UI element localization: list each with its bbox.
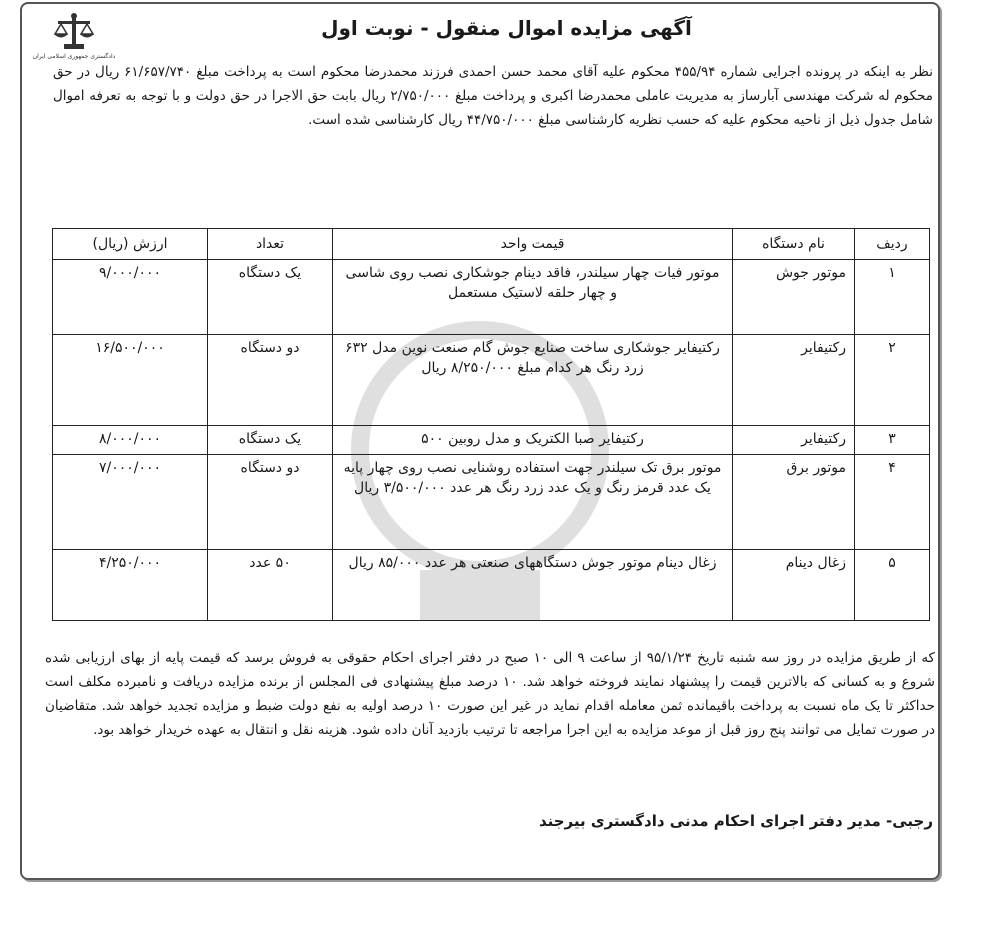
table-row [53,550,930,621]
header-unit-price: قیمت واحد [333,229,733,260]
closing-paragraph: که از طریق مزایده در روز سه شنبه تاریخ ۹۵/۱/۲۴ از ساعت ۹ الی ۱۰ صبح در دفتر اجرای احکام حقوقی به فروش برسد که قیمت پایه از بهای ارزیابی شده شروع و به کسانی که بالاترین قیمت را پیشنهاد نمایند فروخته خواهد شد. ۱۰ درصد مبلغ پیشنهادی فی المجلس از برنده مزایده دریافت و نامبرده مکلف است حداکثر تا یک ماه نسبت به پرداخت باقیمانده ثمن معامله اقدام نماید در غیر این صورت ۱۰ درصد اولیه به نفع دولت ضبط و مزایده تجدید خواهد شد. متقاضیان در صورت تمایل می توانند پنج روز قبل از موعد مزایده به این اجرا مراجعه تا ترتیب بازدید آنان داده شود. هزینه نقل و انتقال به عهده خریدار خواهد بود. [45,650,935,738]
cell-unit-price: رکتیفایر صبا الکتریک و مدل روبین ۵۰۰ [333,426,733,455]
cell-row-number: ۵ [855,550,930,621]
header-row-number: ردیف [855,229,930,260]
header-value: ارزش (ریال) [53,229,208,260]
cell-quantity: یک دستگاه [208,426,333,455]
cell-quantity: یک دستگاه [208,260,333,335]
cell-quantity: دو دستگاه [208,335,333,426]
cell-device-name: موتور جوش [733,260,855,335]
cell-device-name: رکتیفایر [733,426,855,455]
table-row [53,260,930,335]
logo-caption: دادگستری جمهوری اسلامی ایران [32,53,116,60]
header-device-name: نام دستگاه [733,229,855,260]
cell-device-name: رکتیفایر [733,335,855,426]
cell-quantity: دو دستگاه [208,455,333,550]
cell-unit-price: زغال دینام موتور جوش دستگاههای صنعتی هر عدد ۸۵/۰۰۰ ریال [333,550,733,621]
cell-row-number: ۴ [855,455,930,550]
cell-device-name: زغال دینام [733,550,855,621]
table-row [53,335,930,426]
cell-unit-price: رکتیفایر جوشکاری ساخت صنایع جوش گام صنعت نوین مدل ۶۳۲ زرد رنگ هر کدام مبلغ ۸/۲۵۰/۰۰۰ ریال [333,335,733,426]
cell-row-number: ۱ [855,260,930,335]
cell-row-number: ۳ [855,426,930,455]
cell-value: ۱۶/۵۰۰/۰۰۰ [53,335,208,426]
table-row [53,455,930,550]
cell-row-number: ۲ [855,335,930,426]
cell-unit-price: موتور برق تک سیلندر جهت استفاده روشنایی نصب روی چهار پایه یک عدد قرمز رنگ و یک عدد زرد رنگ هر عدد ۳/۵۰۰/۰۰۰ ریال [333,455,733,550]
scales-of-justice-icon [52,12,96,52]
signature-line: رجبی- مدیر دفتر اجرای احکام مدنی دادگستری بیرجند [538,812,933,830]
intro-paragraph: نظر به اینکه در پرونده اجرایی شماره ۴۵۵/۹۴ محکوم علیه آقای محمد حسن احمدی فرزند محمدرضا محکوم است به پرداخت مبلغ ۶۱/۶۵۷/۷۴۰ ریال در حق محکوم له شرکت مهندسی آبارساز به مدیریت عاملی محمدرضا اکبری و پرداخت مبلغ ۲/۷۵۰/۰۰۰ ریال بابت حق الاجرا در حق دولت و با توجه به تعرفه اموال شامل جدول ذیل از ناحیه محکوم علیه که حسب نظریه کارشناسی مبلغ ۴۴/۷۵۰/۰۰۰ ریال کارشناسی شده است. [53,64,934,128]
assets-table [52,228,930,621]
header-quantity: تعداد [208,229,333,260]
cell-value: ۹/۰۰۰/۰۰۰ [53,260,208,335]
cell-device-name: موتور برق [733,455,855,550]
cell-unit-price: موتور فیات چهار سیلندر، فاقد دینام جوشکاری نصب روی شاسی و چهار حلقه لاستیک مستعمل [333,260,733,335]
cell-value: ۴/۲۵۰/۰۰۰ [53,550,208,621]
notice-title: آگهی مزایده اموال منقول - نوبت اول [321,16,692,40]
table-header-row [53,229,930,260]
cell-value: ۸/۰۰۰/۰۰۰ [53,426,208,455]
cell-value: ۷/۰۰۰/۰۰۰ [53,455,208,550]
table-row [53,426,930,455]
cell-quantity: ۵۰ عدد [208,550,333,621]
